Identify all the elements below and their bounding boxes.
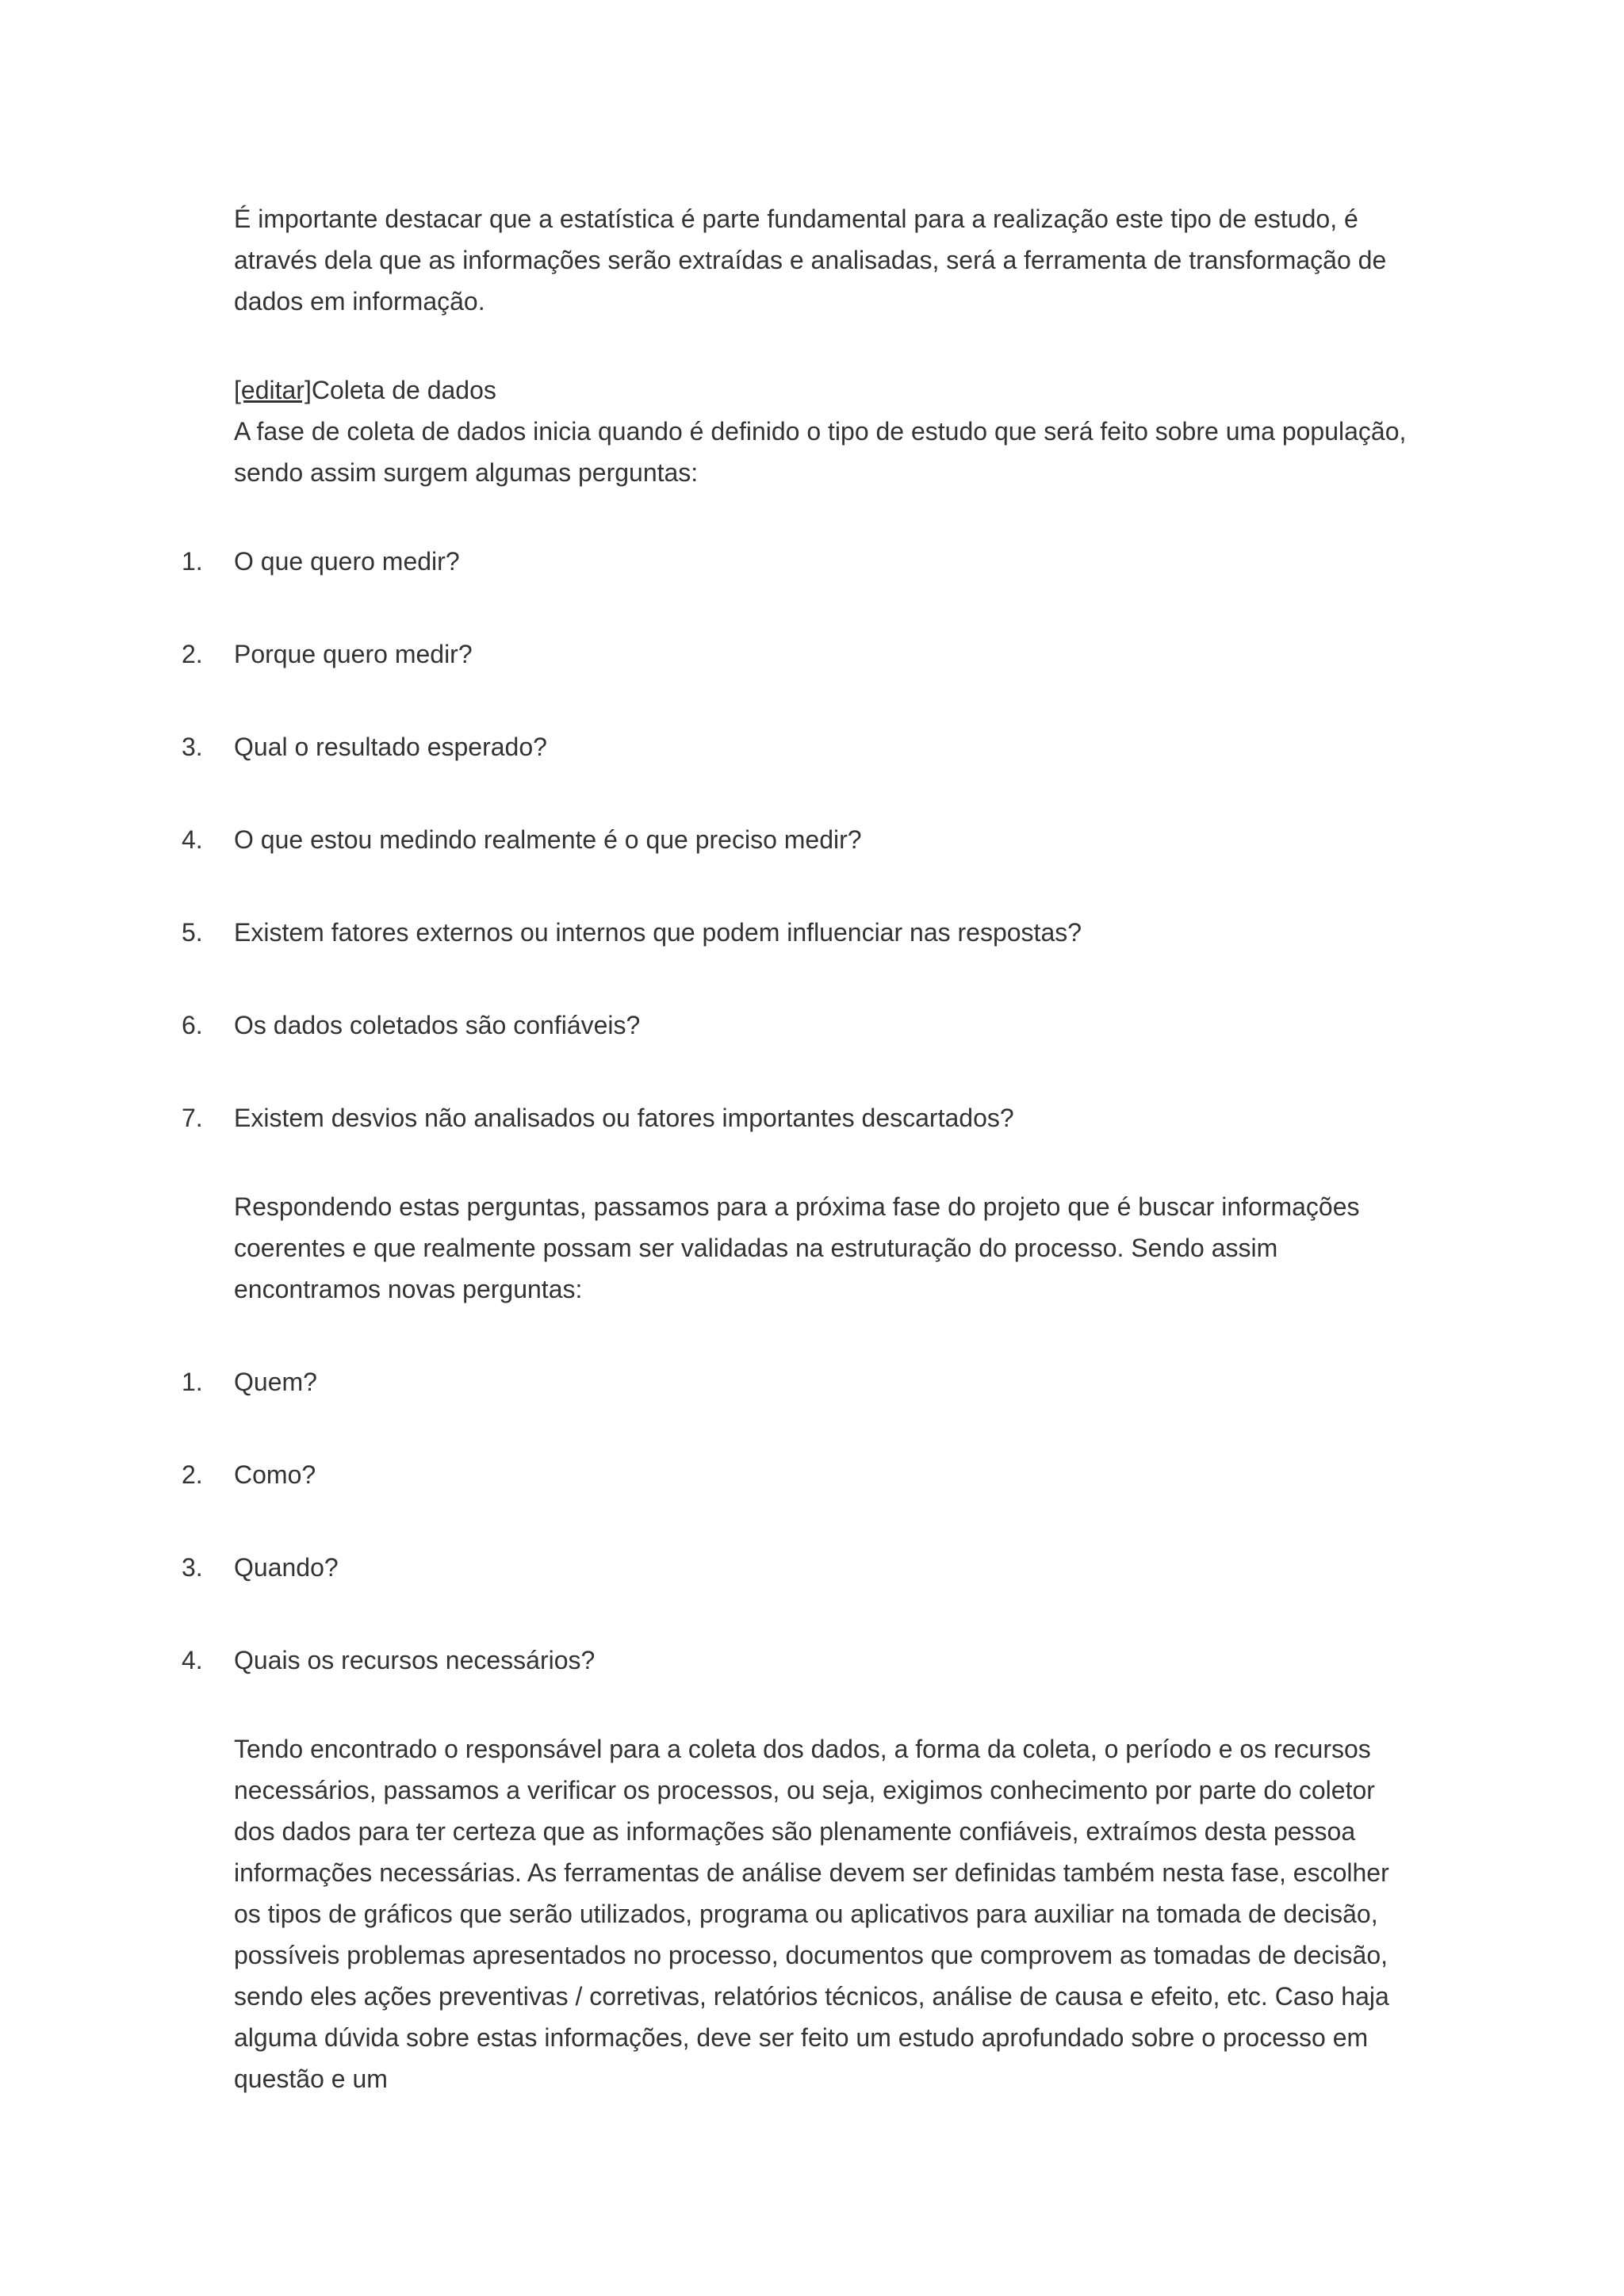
list-item bbox=[182, 1097, 1408, 1138]
list-item bbox=[182, 819, 1408, 860]
list-item-text: Como? bbox=[234, 1460, 316, 1489]
section-title: Coleta de dados bbox=[311, 376, 496, 404]
list-item-text: Qual o resultado esperado? bbox=[234, 733, 547, 761]
list-item-text: Quais os recursos necessários? bbox=[234, 1646, 596, 1674]
list-item-number: 5. bbox=[182, 918, 203, 947]
list-item bbox=[182, 1547, 1408, 1588]
list-item-text: Quem? bbox=[234, 1368, 317, 1396]
list-item-number: 3. bbox=[182, 733, 203, 761]
list-item-number: 1. bbox=[182, 1368, 203, 1396]
list-item bbox=[182, 1640, 1408, 1681]
list-item bbox=[182, 633, 1408, 675]
list-item-text: Quando? bbox=[234, 1553, 339, 1582]
list-item-text: Existem desvios não analisados ou fatores importantes descartados? bbox=[234, 1104, 1014, 1132]
list-item-number: 1. bbox=[182, 547, 203, 576]
list-item bbox=[182, 1004, 1408, 1046]
list-item-text: O que quero medir? bbox=[234, 547, 460, 576]
list-item-number: 4. bbox=[182, 825, 203, 854]
list-item-text: Os dados coletados são confiáveis? bbox=[234, 1011, 641, 1039]
list-item bbox=[182, 1361, 1408, 1402]
list-item bbox=[182, 1454, 1408, 1495]
list-item-number: 4. bbox=[182, 1646, 203, 1674]
question-list-a bbox=[182, 541, 1408, 1138]
list-item bbox=[182, 541, 1408, 582]
paragraph-intro: É importante destacar que a estatística é parte fundamental para a realização este tipo de estudo, é através dela que as informações serão extraídas e analisadas, será a ferramenta de transformação de dados em informação. bbox=[234, 205, 1387, 316]
list-item-number: 6. bbox=[182, 1011, 203, 1039]
list-item bbox=[182, 726, 1408, 767]
document-body bbox=[182, 198, 1408, 2099]
question-list-b bbox=[182, 1361, 1408, 1681]
section-heading bbox=[234, 369, 1408, 411]
paragraph-tendo: Tendo encontrado o responsável para a coleta dos dados, a forma da coleta, o período e os recursos necessários, passamos a verificar os processos, ou seja, exigimos conhecimento por parte do coletor dos dados para ter certeza que as informações são plenamente confiáveis, extraímos desta pessoa informações necessárias. As ferramentas de análise devem ser definidas também nesta fase, escolher os tipos de gráficos que serão utilizados, programa ou aplicativos para auxiliar na tomada de decisão, possíveis problemas apresentados no processo, documentos que comprovem as tomadas de decisão, sendo eles ações preventivas / corretivas, relatórios técnicos, análise de causa e efeito, etc. Caso haja alguma dúvida sobre estas informações, deve ser feito um estudo aprofundado sobre o processo em questão e um bbox=[234, 1735, 1389, 2093]
list-item-number: 2. bbox=[182, 640, 203, 668]
paragraph-respondendo: Respondendo estas perguntas, passamos para a próxima fase do projeto que é buscar informações coerentes e que realmente possam ser validadas na estruturação do processo. Sendo assim encontramos novas perguntas: bbox=[234, 1192, 1360, 1303]
list-item-number: 7. bbox=[182, 1104, 203, 1132]
list-item bbox=[182, 912, 1408, 953]
list-item-text: O que estou medindo realmente é o que preciso medir? bbox=[234, 825, 862, 854]
edit-link[interactable]: [editar] bbox=[234, 376, 312, 404]
list-item-text: Porque quero medir? bbox=[234, 640, 473, 668]
paragraph-coleta-intro: A fase de coleta de dados inicia quando é definido o tipo de estudo que será feito sobre uma população, sendo assim surgem algumas perguntas: bbox=[234, 417, 1407, 487]
list-item-number: 2. bbox=[182, 1460, 203, 1489]
list-item-text: Existem fatores externos ou internos que podem influenciar nas respostas? bbox=[234, 918, 1082, 947]
list-item-number: 3. bbox=[182, 1553, 203, 1582]
